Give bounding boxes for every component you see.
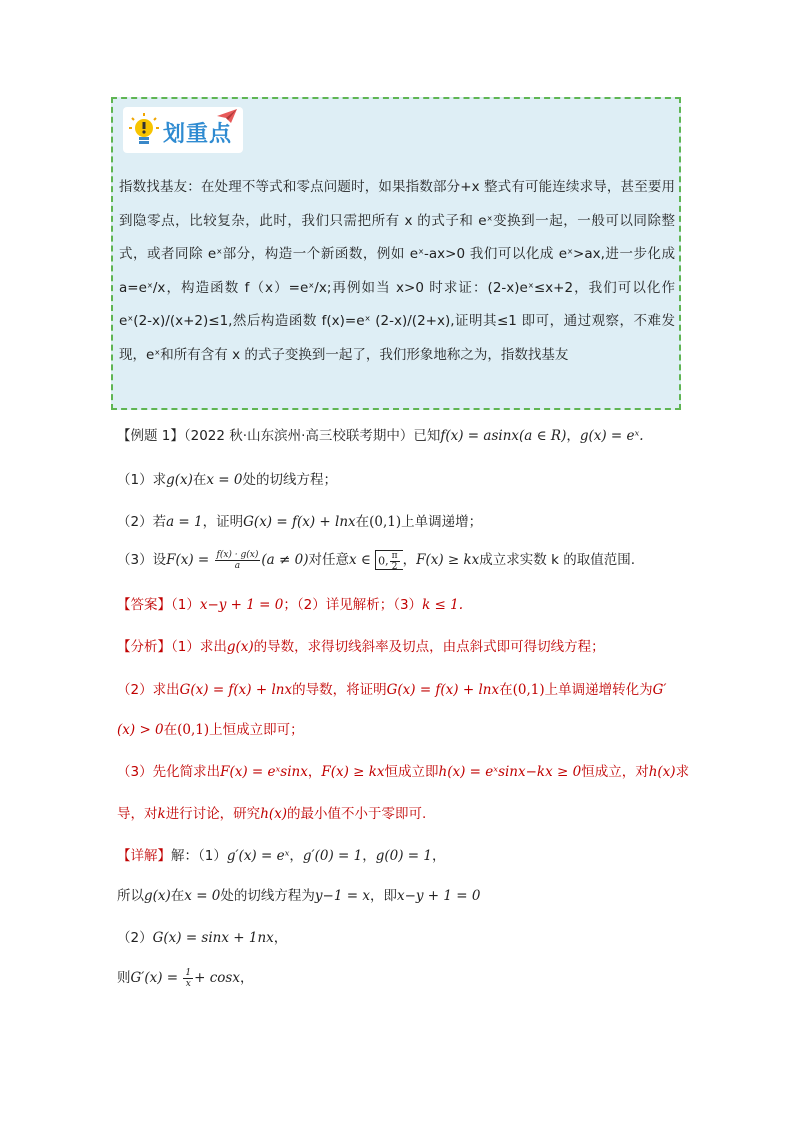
detail-line-3: [117, 926, 287, 946]
q1-text: 在: [192, 472, 207, 488]
analysis-math: (x) > 0: [117, 722, 164, 738]
one-over-x-fraction: [183, 968, 193, 989]
detail-math: x = 0: [184, 888, 221, 904]
fraction-numerator: 1: [185, 967, 192, 978]
detail-math: y−1 = x: [314, 888, 370, 904]
q2-text: 上单调递增；: [401, 514, 483, 530]
detail-math: g(0) = 1: [375, 848, 432, 864]
fraction-denominator: 2: [391, 562, 398, 572]
detail-text: ，: [431, 848, 446, 864]
analysis-line-2: [117, 678, 666, 698]
example-head: 【例题 1】（2022 秋·山东滨州·高三校联考期中）已知: [117, 428, 441, 444]
answer-line: [117, 593, 463, 613]
analysis-text: ，: [307, 764, 322, 780]
analysis-math: (0,1): [177, 722, 210, 738]
detail-text: 所以: [117, 888, 144, 904]
fraction-numerator: f(x) · g(x): [216, 549, 259, 560]
q3-text: ，: [402, 552, 417, 568]
fraction-denominator: x: [185, 978, 191, 989]
highlight-box: [111, 97, 681, 410]
analysis-line-1: [117, 635, 605, 655]
analysis-text: 的导数，求得切线斜率及切点，由点斜式即可得切线方程；: [253, 639, 605, 655]
detail-math: G(x) = sinx + 1nx: [152, 930, 274, 946]
analysis-text: 恒成立，对: [581, 764, 649, 780]
q2-math: a = 1: [166, 514, 203, 530]
analysis-text: 上单调递增转化为: [544, 682, 653, 698]
detail-text: 在: [170, 888, 185, 904]
fraction-denominator: a: [234, 560, 241, 571]
analysis-text: （2）求出: [117, 682, 180, 698]
question-1: [117, 468, 337, 488]
detail-text: ，: [289, 848, 303, 864]
analysis-math: h(x): [648, 764, 676, 780]
detail-math: g(x): [144, 888, 171, 904]
analysis-math: G(x) = f(x) + lnx: [386, 682, 500, 698]
q3-math: x ∈: [348, 552, 371, 568]
detail-math: g′(x) = eˣ: [226, 848, 290, 864]
analysis-line-4: [117, 760, 689, 780]
q1-text: （1）求: [117, 472, 167, 488]
analysis-text: （3）先化简求出: [117, 764, 221, 780]
f-definition: f(x) = asinx(a ∈ R): [440, 428, 567, 444]
lightbulb-icon: [129, 113, 159, 147]
q3-math: F(x) ≥ kx: [416, 552, 480, 568]
q2-text: 在: [355, 514, 370, 530]
fraction-numerator: π: [391, 551, 398, 561]
detail-text: ，: [239, 970, 254, 986]
q3-math: F(x) =: [166, 552, 210, 568]
detail-text: ，即: [369, 888, 397, 904]
g-definition: g(x) = eˣ.: [579, 428, 644, 444]
detail-text: ，: [273, 930, 288, 946]
analysis-text: 恒成立即: [384, 764, 439, 780]
analysis-math: F(x) ≥ kx: [321, 764, 385, 780]
detail-text: 则: [117, 970, 131, 986]
q3-interval: [375, 550, 402, 570]
q1-math: x = 0: [206, 472, 243, 488]
example-statement: [117, 424, 644, 444]
analysis-text: 求: [675, 764, 690, 780]
q3-math: (a ≠ 0): [261, 552, 309, 568]
detail-label: 【详解】: [117, 848, 171, 864]
q3-text: （3）设: [117, 552, 167, 568]
analysis-math: g(x): [226, 639, 254, 655]
analysis-line-5: [117, 802, 426, 822]
q3-fraction: [215, 550, 261, 571]
detail-math: + cosx: [194, 970, 240, 986]
analysis-math: (0,1): [512, 682, 545, 698]
analysis-math: G(x) = f(x) + lnx: [179, 682, 293, 698]
answer-text: （1）: [171, 597, 200, 613]
analysis-text: 导，对: [117, 806, 158, 822]
paper-plane-icon: [217, 109, 237, 123]
q2-math: (0,1): [369, 514, 402, 530]
q2-text: （2）若: [117, 514, 167, 530]
analysis-text: 进行讨论，研究: [165, 806, 261, 822]
q3-text: 对任意: [308, 552, 349, 568]
detail-math: g′(0) = 1: [302, 848, 363, 864]
analysis-label: 【分析】: [117, 639, 171, 655]
detail-text: 处的切线方程为: [220, 888, 315, 904]
detail-math: G′(x) =: [130, 970, 179, 986]
q1-math: g(x): [166, 472, 193, 488]
detail-text: （2）: [117, 930, 153, 946]
analysis-line-3: [117, 718, 304, 738]
detail-line-1: [117, 844, 445, 864]
answer-math: x−y + 1 = 0: [199, 597, 284, 613]
analysis-text: 在: [163, 722, 178, 738]
separator: ，: [566, 428, 580, 444]
answer-math: k ≤ 1.: [422, 597, 464, 613]
analysis-text: 的导数，将证明: [292, 682, 387, 698]
detail-text: ，: [362, 848, 376, 864]
analysis-math: F(x) = eˣsinx: [220, 764, 308, 780]
answer-label: 【答案】: [117, 597, 171, 613]
q2-text: ，证明: [202, 514, 244, 530]
q2-math: G(x) = f(x) + lnx: [243, 514, 356, 530]
detail-line-4: [117, 966, 253, 989]
analysis-text: 上恒成立即可；: [209, 722, 304, 738]
q3-text: 成立求实数 k 的取值范围.: [479, 552, 635, 568]
question-2: [117, 510, 482, 530]
highlight-badge-text: 划重点: [163, 121, 233, 147]
analysis-math: h(x): [260, 806, 288, 822]
analysis-text: （1）求出: [171, 639, 227, 655]
pi-over-two: [390, 551, 400, 572]
interval-left: 0,: [378, 554, 389, 568]
answer-text: ；（2）详见解析；（3）: [283, 597, 423, 613]
highlight-badge: [123, 107, 243, 153]
highlight-paragraph: 指数找基友：在处理不等式和零点问题时，如果指数部分+x 整式有可能连续求导，甚至要用到隐零点，比较复杂，此时，我们只需把所有 x 的式子和 eˣ变换到一起，一般可以同除整式，或者同除 eˣ部分，构造一个新函数，例如 eˣ-ax>0 我们可以化成 eˣ>ax,进一步化成 a=eˣ/x，构造函数 f（x）=eˣ/x;再例如当 x>0 时求证：(2-x)eˣ≤x+2，我们可以化作 eˣ(2-x)/(x+2)≤1,然后构造函数 f(x)=eˣ (2-x)/(2+x),证明其≤1 即可，通过观察，不难发现，eˣ和所有含有 x 的式子变换到一起了，我们形象地称之为，指数找基友: [119, 179, 675, 363]
analysis-text: 的最小值不小于零即可.: [287, 806, 427, 822]
q1-text: 处的切线方程；: [242, 472, 337, 488]
detail-math: x−y + 1 = 0: [396, 888, 481, 904]
analysis-math: G′: [652, 682, 667, 698]
detail-line-2: [117, 884, 480, 904]
question-3: [117, 548, 635, 571]
analysis-math: h(x) = eˣsinx−kx ≥ 0: [438, 764, 582, 780]
analysis-math: k: [157, 806, 166, 822]
analysis-text: 在: [499, 682, 513, 698]
detail-text: 解：（1）: [171, 848, 227, 864]
